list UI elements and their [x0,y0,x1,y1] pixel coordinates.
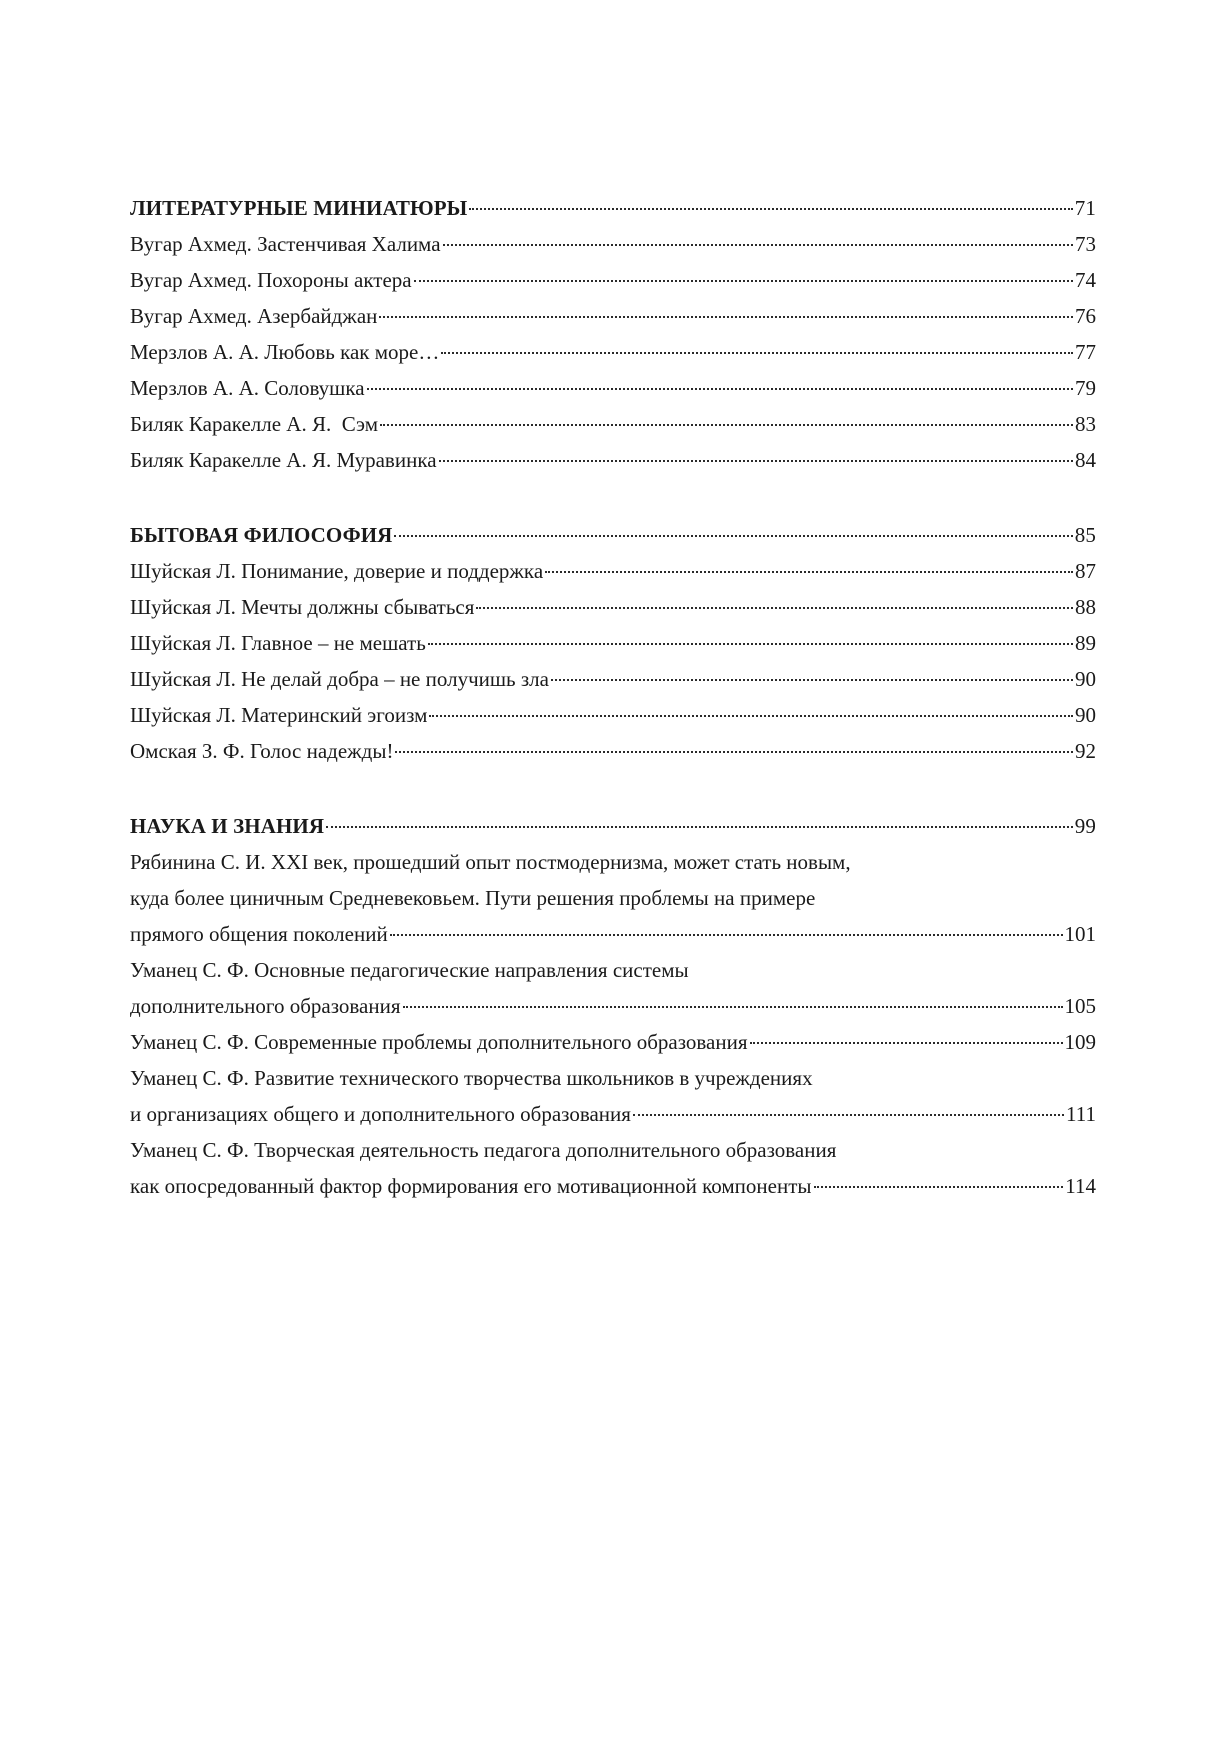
entry-title: Биляк Каракелле А. Я. Муравинка [130,448,437,472]
toc-entry-multiline[interactable] [130,952,1096,1024]
dot-leader [750,1042,1063,1044]
page-number: 92 [1075,739,1096,763]
page-number: 87 [1075,559,1096,583]
toc-entry[interactable] [130,625,1096,661]
entry-title: Шуйская Л. Не делай добра – не получишь зла [130,667,549,691]
toc-entry[interactable] [130,661,1096,697]
dot-leader [395,751,1073,753]
entry-title-line: Уманец С. Ф. Творческая деятельность педагога дополнительного образования [130,1138,837,1162]
toc-entry[interactable] [130,442,1096,478]
page-number: 109 [1064,1030,1096,1054]
entry-last-line [130,1168,1096,1204]
page-number: 114 [1065,1174,1096,1198]
page-number: 99 [1074,814,1096,838]
toc-entry-multiline[interactable] [130,1024,1096,1060]
entry-title: Шуйская Л. Мечты должны сбываться [130,595,475,619]
toc-entry[interactable] [130,406,1096,442]
toc-section-literary-miniatures [130,190,1096,478]
entry-title: Шуйская Л. Материнский эгоизм [130,703,428,727]
toc-entry[interactable] [130,553,1096,589]
dot-leader [394,535,1072,537]
toc-entry[interactable] [130,733,1096,769]
dot-leader [469,208,1072,210]
page-number: 74 [1075,268,1096,292]
section-heading-title: БЫТОВАЯ ФИЛОСОФИЯ [130,523,393,547]
dot-leader [414,280,1073,282]
toc-entry[interactable] [130,298,1096,334]
page-number: 105 [1064,994,1096,1018]
entry-last-line [130,1096,1096,1132]
entry-title-line: Рябинина С. И. XXI век, прошедший опыт постмодернизма, может стать новым, [130,850,851,874]
toc-entry-multiline[interactable] [130,1060,1096,1132]
dot-leader [380,424,1073,426]
section-heading[interactable] [130,190,1096,226]
entry-title: Мерзлов А. А. Любовь как море… [130,340,440,364]
dot-leader [441,352,1073,354]
page-number: 84 [1075,448,1096,472]
dot-leader [429,715,1073,717]
page-number: 85 [1074,523,1096,547]
toc-entry[interactable] [130,262,1096,298]
dot-leader [814,1186,1064,1188]
entry-title-line: прямого общения поколений [130,922,388,946]
dot-leader [551,679,1073,681]
page-number: 79 [1075,376,1096,400]
toc-entry[interactable] [130,589,1096,625]
page-number: 90 [1075,703,1096,727]
entry-last-line [130,916,1096,952]
section-heading[interactable] [130,808,1096,844]
dot-leader [390,934,1063,936]
toc-entry[interactable] [130,226,1096,262]
toc-entry[interactable] [130,334,1096,370]
entry-title: Вугар Ахмед. Застенчивая Халима [130,232,441,256]
page-number: 73 [1075,232,1096,256]
dot-leader [379,316,1073,318]
toc-entry-multiline[interactable] [130,844,1096,952]
entry-title-line: и организациях общего и дополнительного образования [130,1102,631,1126]
entry-title: Вугар Ахмед. Азербайджан [130,304,378,328]
section-heading[interactable] [130,517,1096,553]
dot-leader [367,388,1073,390]
toc-entry[interactable] [130,370,1096,406]
dot-leader [633,1114,1064,1116]
entry-last-line [130,1024,1096,1060]
section-heading-title: НАУКА И ЗНАНИЯ [130,814,325,838]
toc-entry[interactable] [130,697,1096,733]
section-heading-title: ЛИТЕРАТУРНЫЕ МИНИАТЮРЫ [130,196,468,220]
toc-entry-multiline[interactable] [130,1132,1096,1204]
entry-title-line: дополнительного образования [130,994,401,1018]
entry-title-line: куда более циничным Средневековьем. Пути решения проблемы на примере [130,886,816,910]
page-number: 111 [1066,1102,1096,1126]
page-number: 90 [1075,667,1096,691]
dot-leader [439,460,1073,462]
page-number: 76 [1075,304,1096,328]
page-number: 71 [1074,196,1096,220]
page-number: 88 [1075,595,1096,619]
entry-title-line: Уманец С. Ф. Основные педагогические направления системы [130,958,689,982]
entry-last-line [130,988,1096,1024]
entry-title-line: Уманец С. Ф. Современные проблемы дополнительного образования [130,1030,748,1054]
entry-title-line: как опосредованный фактор формирования его мотивационной компоненты [130,1174,812,1198]
entry-title: Шуйская Л. Понимание, доверие и поддержка [130,559,544,583]
toc-section-science-and-knowledge [130,808,1096,1204]
dot-leader [403,1006,1063,1008]
entry-title: Шуйская Л. Главное – не мешать [130,631,426,655]
page-number: 77 [1075,340,1096,364]
table-of-contents [130,190,1096,1243]
toc-section-everyday-philosophy [130,517,1096,769]
page-number: 83 [1075,412,1096,436]
dot-leader [443,244,1073,246]
entry-title: Вугар Ахмед. Похороны актера [130,268,412,292]
dot-leader [545,571,1073,573]
entry-title: Биляк Каракелле А. Я. Сэм [130,412,379,436]
entry-title: Омская З. Ф. Голос надежды! [130,739,394,763]
dot-leader [326,826,1073,828]
dot-leader [428,643,1073,645]
page-number: 89 [1075,631,1096,655]
entry-title-line: Уманец С. Ф. Развитие технического творчества школьников в учреждениях [130,1066,813,1090]
entry-title: Мерзлов А. А. Соловушка [130,376,365,400]
page-number: 101 [1064,922,1096,946]
dot-leader [476,607,1073,609]
